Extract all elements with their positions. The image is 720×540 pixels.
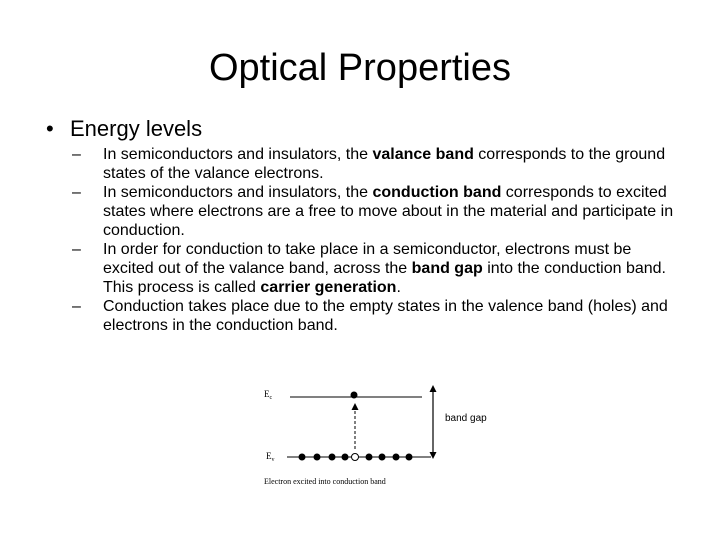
electron-icon [379, 454, 386, 461]
dash-icon: – [72, 184, 81, 201]
electron-icon [366, 454, 373, 461]
sub-bullet-text: corresponds to excited states where electrons are a free to move about in the material and participate in conduction. [103, 184, 674, 239]
sub-bullet-bold-text: band gap [411, 260, 483, 277]
electron-icon [393, 454, 400, 461]
electron-icon [314, 454, 321, 461]
slide-title: Optical Properties [208, 47, 511, 89]
dash-icon: – [72, 298, 81, 315]
electron-icon [329, 454, 336, 461]
sub-bullet-bold-text: valance band [372, 146, 474, 163]
sub-bullet-text: In order for conduction to take place in a semiconductor, electrons must be excited out of the valance band, across the [103, 241, 632, 277]
bullet-text: Energy levels [70, 116, 203, 141]
ec-label: $E_c$ [264, 389, 273, 401]
dash-icon: – [72, 146, 81, 163]
electron-icon [342, 454, 349, 461]
bullet-dot-icon: • [46, 116, 54, 141]
electron-icon [406, 454, 413, 461]
dash-icon: – [72, 241, 81, 258]
valence-electrons [299, 454, 413, 461]
electron-icon [299, 454, 306, 461]
band-gap-label: band gap [445, 413, 487, 424]
sub-bullet-bold-text: conduction band [372, 184, 502, 201]
sub-bullet-text: corresponds to the ground states of the valance electrons. [103, 146, 666, 182]
sub-bullet-text: . [396, 279, 401, 296]
sub-bullet-text: into the conduction band. This process is called [103, 260, 666, 296]
sub-bullet-text: In semiconductors and insulators, the [103, 184, 373, 201]
excited-electron-icon [351, 392, 358, 399]
sub-bullet-text: In semiconductors and insulators, the [103, 146, 373, 163]
ev-label: $E_v$ [266, 451, 275, 463]
band-gap-arrow-down-icon [430, 452, 437, 459]
band-gap-arrow-up-icon [430, 385, 437, 392]
excitation-arrow-head-icon [352, 403, 359, 410]
diagram-caption: Electron excited into conduction band [264, 477, 386, 486]
hole-icon [352, 454, 359, 461]
sub-bullet-text: Conduction takes place due to the empty states in the valence band (holes) and electrons in the conduction band. [103, 298, 668, 334]
sub-bullet-bold-text: carrier generation [260, 279, 397, 296]
